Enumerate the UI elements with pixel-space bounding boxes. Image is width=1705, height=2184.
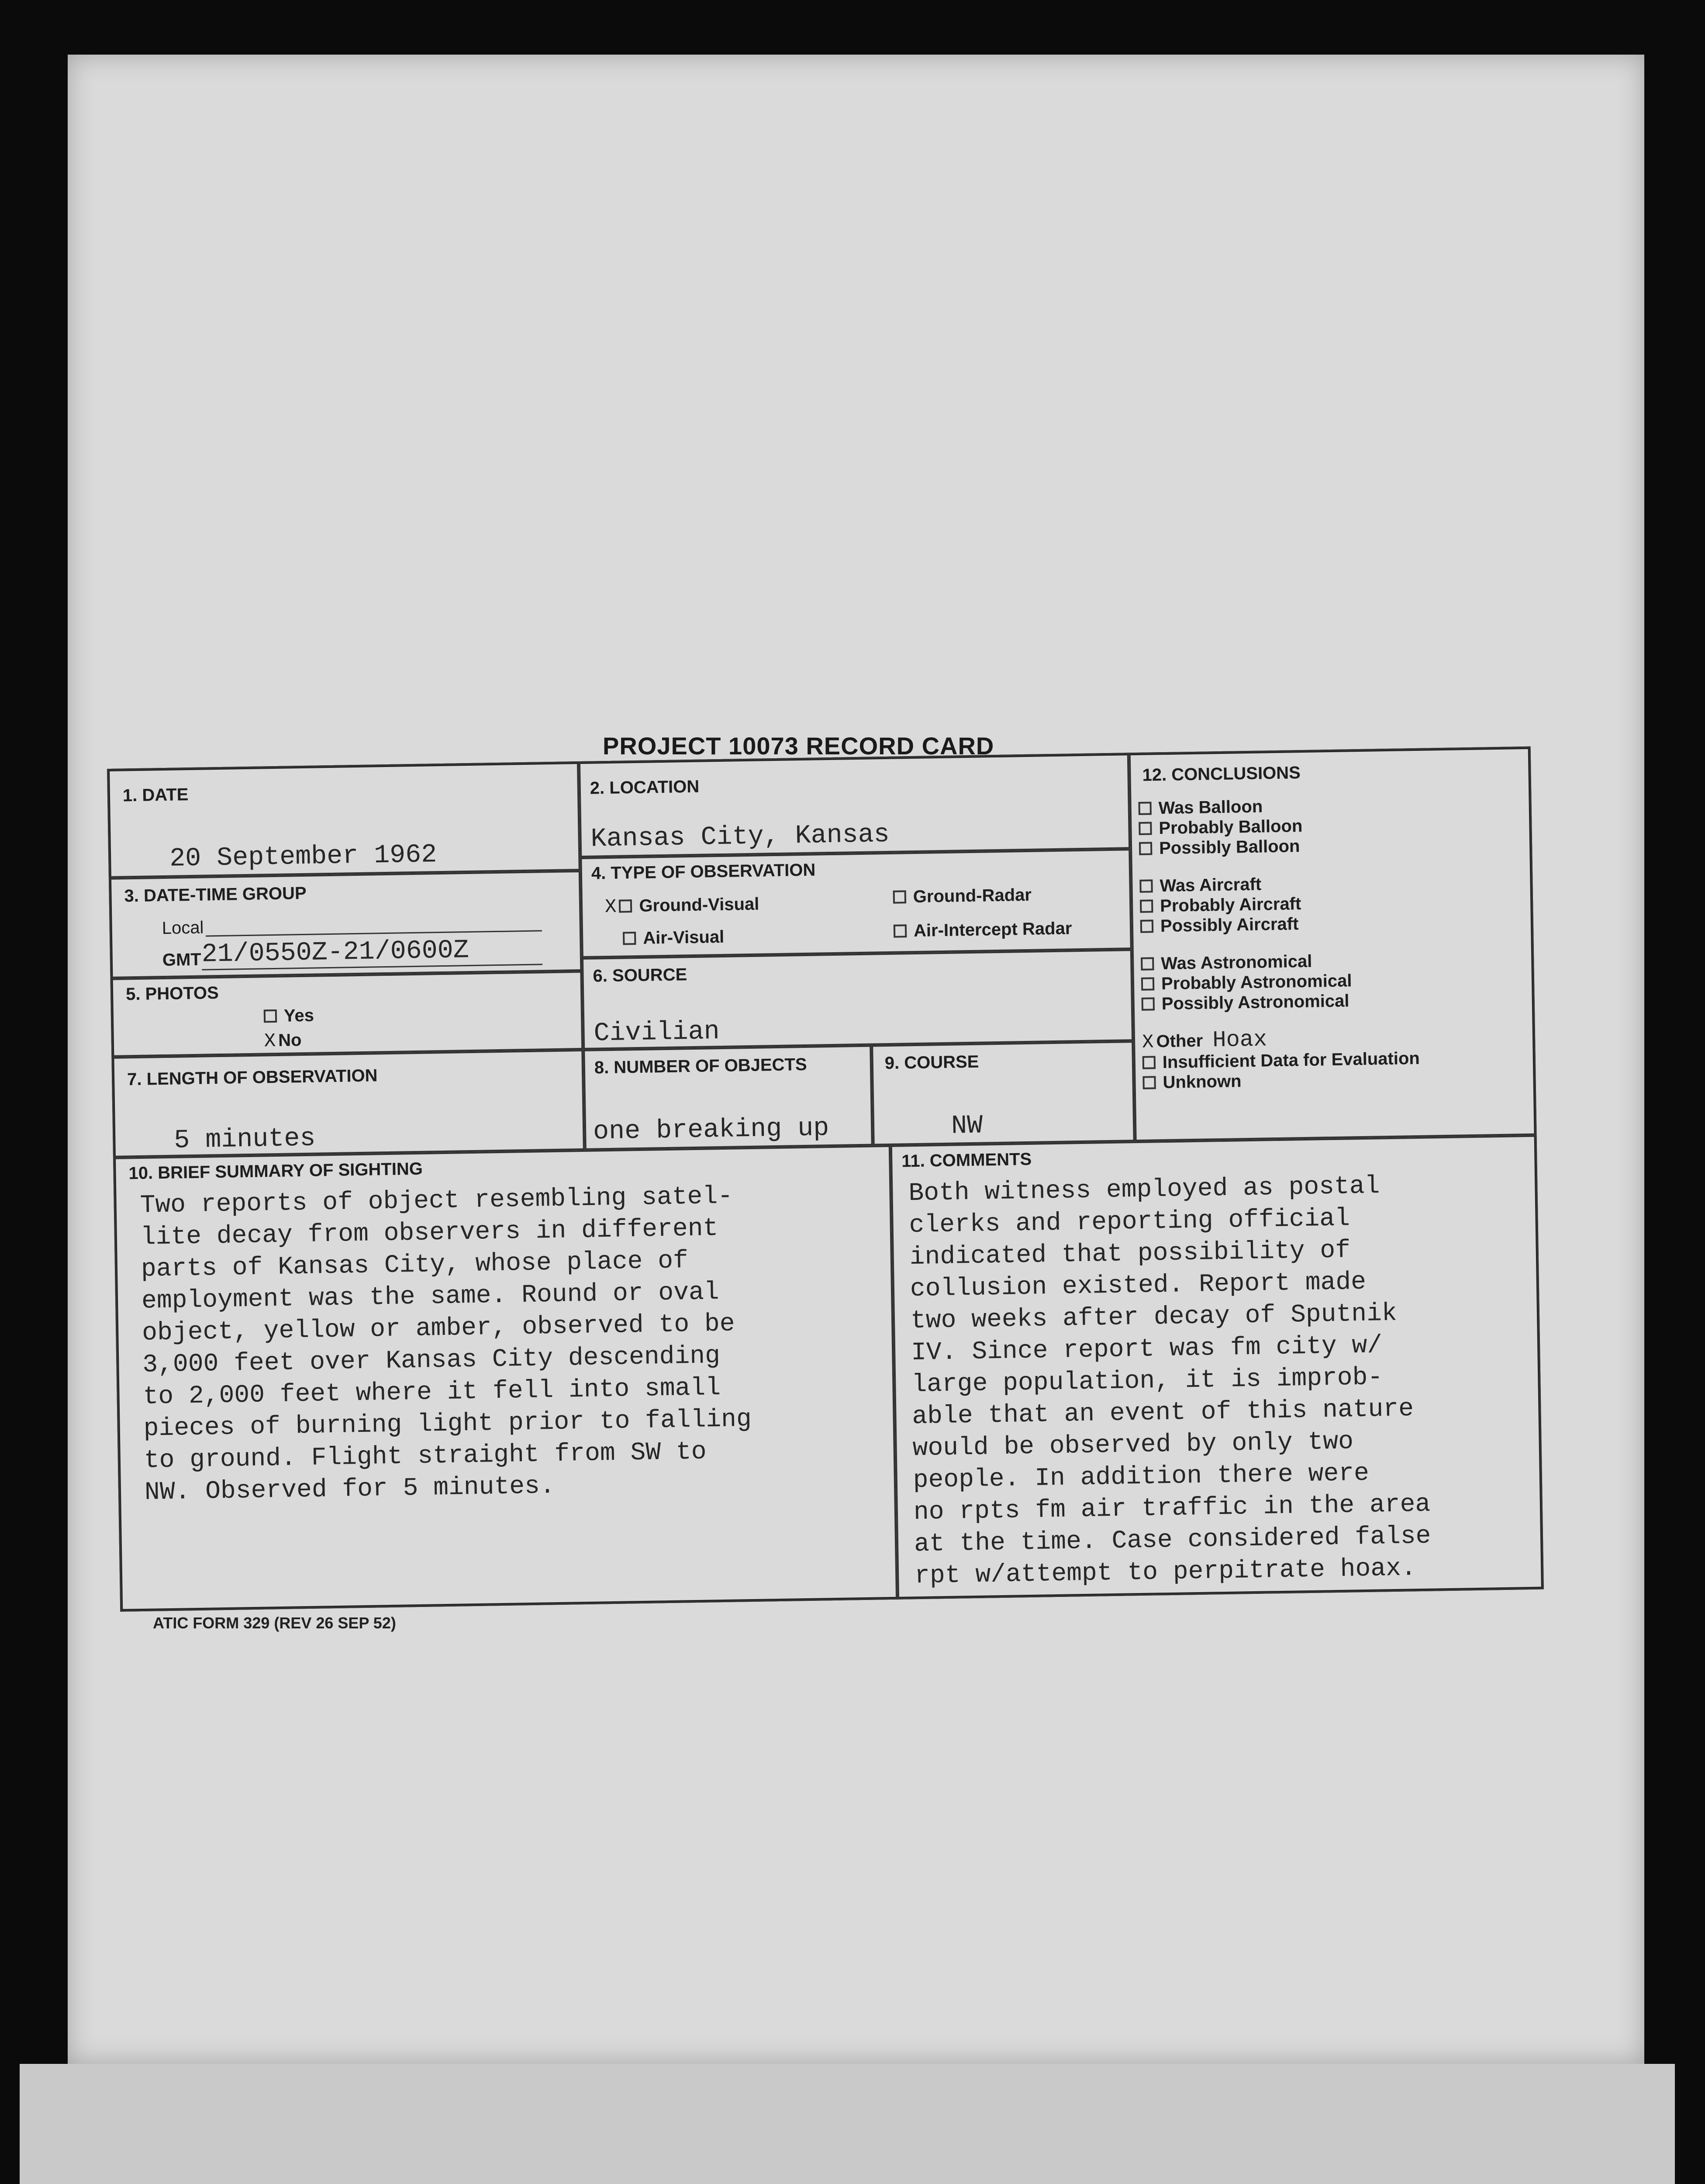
possibly-balloon-checkbox [1139,842,1152,855]
record-card [107,746,1544,1612]
comments-line: able that an event of this nature [912,1395,1414,1431]
comments-line: IV. Since report was fm city w/ [911,1331,1383,1368]
length-value: 5 minutes [173,1123,316,1156]
photos-label: 5. PHOTOS [125,983,219,1004]
possibly-aircraft-label: Possibly Aircraft [1160,914,1299,936]
summary-line: object, yellow or amber, observed to be [142,1310,735,1348]
summary-line: 3,000 feet over Kansas City descending [142,1342,721,1379]
comments-line: rpt w/attempt to perpitrate hoax. [914,1554,1417,1591]
ground-visual-label: Ground-Visual [639,894,759,916]
summary-line: to ground. Flight straight from SW to [144,1438,707,1475]
summary-label: 10. BRIEF SUMMARY OF SIGHTING [128,1159,423,1183]
ground-radar-checkbox [893,890,906,903]
summary-line: NW. Observed for 5 minutes. [144,1472,556,1507]
comments-line: Both witness employed as postal [908,1172,1380,1208]
air-visual-checkbox [623,932,636,945]
photos-no-mark: X [264,1030,276,1053]
course-value: NW [951,1111,983,1141]
other-mark: X [1142,1031,1154,1054]
course-label: 9. COURSE [884,1052,979,1073]
location-value: Kansas City, Kansas [590,819,890,854]
insufficient-data-label: Insufficient Data for Evaluation [1162,1048,1420,1072]
was-aircraft-label: Was Aircraft [1160,874,1262,896]
summary-line: employment was the same. Round or oval [141,1278,720,1316]
summary-line: to 2,000 feet where it fell into small [143,1374,721,1411]
source-value: Civilian [594,1017,720,1049]
other-label: Other [1156,1031,1203,1051]
photos-yes-label: Yes [283,1006,314,1026]
summary-line: pieces of burning light prior to falling [143,1405,752,1443]
ground-radar-option [893,885,1032,907]
possibly-balloon-label: Possibly Balloon [1159,836,1300,858]
was-aircraft-checkbox [1139,879,1153,892]
was-balloon-label: Was Balloon [1158,797,1263,818]
summary-line: lite decay from observers in different [140,1214,718,1252]
scan-lower-band [20,2064,1675,2184]
card-title: PROJECT 10073 RECORD CARD [603,732,994,760]
date-value: 20 September 1962 [169,840,437,874]
comments-line: indicated that possibility of [909,1236,1351,1272]
dtg-local-label: Local [162,918,204,938]
source-label: 6. SOURCE [593,965,687,986]
location-label: 2. LOCATION [590,777,700,798]
comments-line: at the time. Case considered false [914,1522,1431,1559]
air-visual-label: Air-Visual [642,927,725,948]
conclusions-label: 12. CONCLUSIONS [1142,763,1301,785]
ground-visual-option [605,894,759,919]
conclusions-list [1138,794,1420,1093]
dtg-gmt-value: 21/0550Z-21/0600Z [201,936,469,970]
form-id: ATIC FORM 329 (REV 26 SEP 52) [153,1614,396,1632]
photos-yes-checkbox [264,1009,277,1023]
other-value: Hoax [1212,1026,1267,1054]
ground-visual-mark: X [604,896,617,919]
was-balloon-checkbox [1138,802,1151,815]
comments-line: no rpts fm air traffic in the area [913,1490,1431,1527]
photos-no-label: No [278,1030,302,1050]
ground-radar-label: Ground-Radar [913,885,1032,907]
photos-yes-option [264,1006,314,1026]
air-intercept-checkbox [894,924,907,937]
objects-value: one breaking up [593,1113,829,1147]
air-visual-option [623,927,725,949]
probably-aircraft-label: Probably Aircraft [1160,894,1301,916]
probably-balloon-checkbox [1139,822,1152,835]
objects-label: 8. NUMBER OF OBJECTS [594,1054,807,1078]
was-astronomical-checkbox [1141,957,1154,970]
unknown-label: Unknown [1163,1071,1242,1092]
comments-line: large population, it is improb- [911,1363,1383,1400]
photos-no-option [264,1030,302,1052]
probably-astronomical-checkbox [1141,977,1154,990]
comments-line: clerks and reporting official [909,1204,1350,1240]
comments-line: two weeks after decay of Sputnik [910,1299,1398,1336]
air-intercept-option [894,919,1072,941]
length-label: 7. LENGTH OF OBSERVATION [127,1066,378,1089]
comments-line: collusion existed. Report made [910,1268,1367,1304]
dtg-label: 3. DATE-TIME GROUP [124,883,307,906]
probably-balloon-label: Probably Balloon [1159,816,1303,838]
observation-type-label: 4. TYPE OF OBSERVATION [591,860,816,883]
ground-visual-checkbox [619,899,632,912]
air-intercept-label: Air-Intercept Radar [913,919,1072,941]
possibly-astronomical-label: Possibly Astronomical [1161,991,1350,1014]
dtg-gmt-label: GMT [162,950,202,970]
insufficient-data-checkbox [1142,1056,1156,1069]
summary-line: Two reports of object resembling satel- [140,1182,733,1220]
unknown-checkbox [1142,1076,1156,1089]
possibly-aircraft-checkbox [1140,919,1153,933]
was-astronomical-label: Was Astronomical [1160,951,1312,974]
comments-line: would be observed by only two [912,1427,1354,1463]
probably-aircraft-checkbox [1140,899,1153,912]
summary-text [140,1180,753,1509]
summary-line: parts of Kansas City, whose place of [141,1247,689,1284]
comments-line: people. In addition there were [913,1459,1370,1495]
comments-label: 11. COMMENTS [901,1149,1032,1171]
comments-text [908,1170,1432,1592]
probably-astronomical-label: Probably Astronomical [1161,971,1352,994]
possibly-astronomical-checkbox [1142,997,1155,1010]
date-label: 1. DATE [122,785,189,805]
